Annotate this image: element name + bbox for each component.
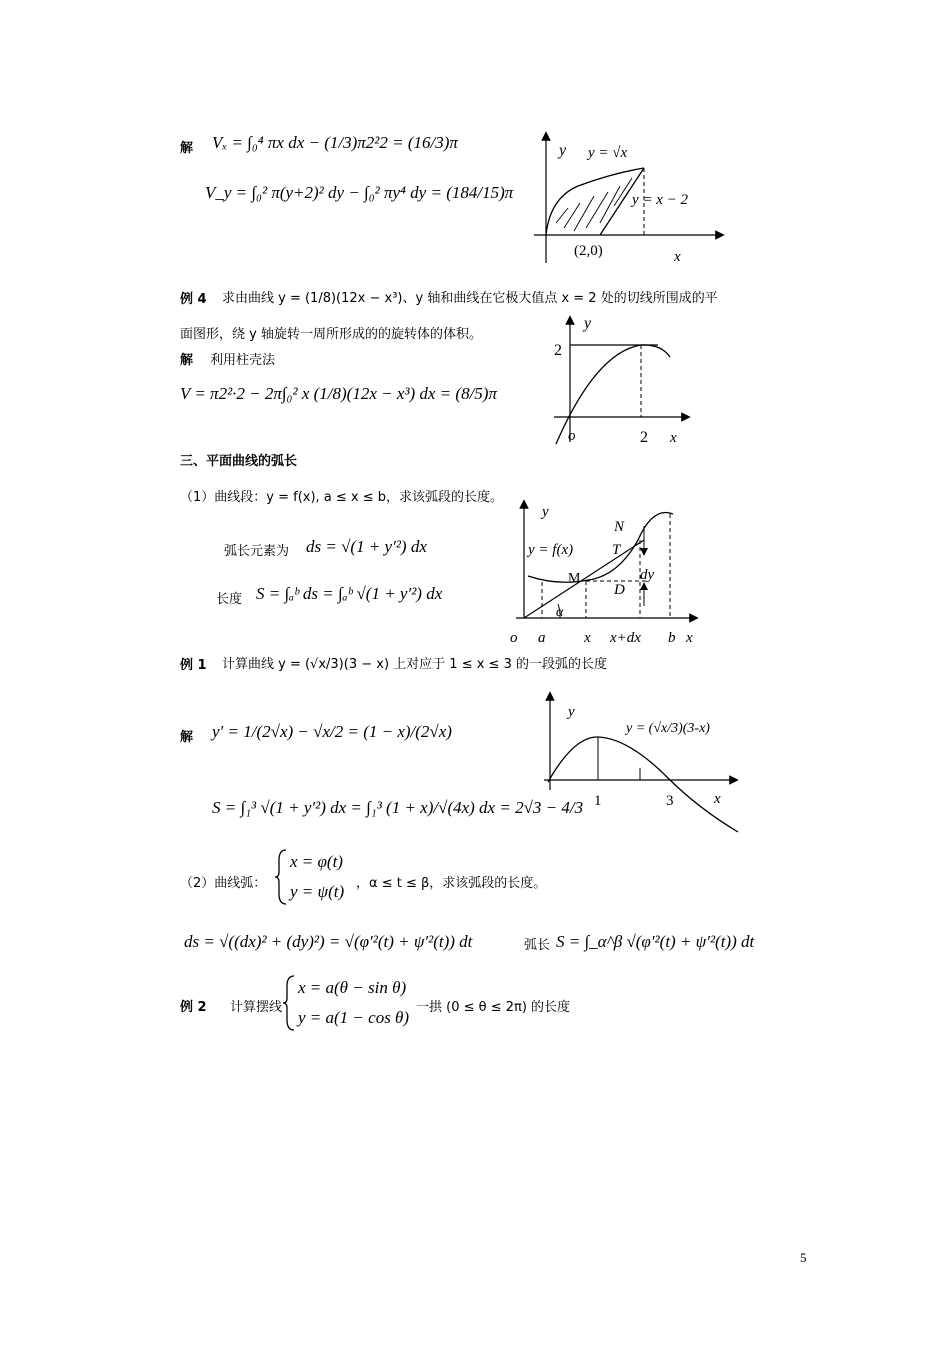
section-title: 三、平面曲线的弧长 <box>180 454 298 469</box>
formula-vy: V_y = ∫₀² π(y+2)² dy − ∫₀² πy⁴ dy = (184/15)π <box>205 183 514 202</box>
solution-label: 解 <box>180 353 194 368</box>
example-label: 例 4 <box>180 292 207 307</box>
origin-label: o <box>510 630 518 646</box>
y-tick: 2 <box>554 342 562 359</box>
curve-label: y = (√x/3)(3-x) <box>626 721 710 736</box>
xdx-label: x+dx <box>610 630 641 646</box>
point-d-label: D <box>614 582 625 598</box>
x-tick-1: 1 <box>594 793 602 809</box>
b-label: b <box>668 630 676 646</box>
formula-S: S = ∫₁³ √(1 + y′²) dx = ∫₁³ (1 + x)/√(4x) dx = 2√3 − 4/3 <box>212 798 584 817</box>
part-heading-post: ，α ≤ t ≤ β，求该弧段的长度。 <box>356 876 547 891</box>
example-text: 计算曲线 y = (√x/3)(3 − x) 上对应于 1 ≤ x ≤ 3 的一段弧的长度 <box>222 657 607 672</box>
x-axis-label: x <box>670 430 677 446</box>
curve-label: y = √x <box>588 145 628 161</box>
x-axis-label: x <box>674 249 681 265</box>
line-label: y = x − 2 <box>632 192 689 208</box>
point-label: (2,0) <box>574 243 603 259</box>
length-label: 长度 <box>216 592 243 607</box>
point-t-label: T <box>612 542 621 558</box>
curve-sqrt <box>546 168 644 235</box>
x-tick: 2 <box>640 429 648 446</box>
a-label: a <box>538 630 546 646</box>
solution-label: 解 <box>180 141 194 156</box>
part-heading: （1）曲线段：y = f(x), a ≤ x ≤ b，求该弧段的长度。 <box>180 490 504 505</box>
origin-label: o <box>568 428 576 444</box>
figure-sqrt-region <box>528 128 728 266</box>
formula-yprime: y′ = 1/(2√x) − √x/2 = (1 − x)/(2√x) <box>212 722 452 741</box>
example-label: 例 2 <box>180 1000 207 1015</box>
example-text: 求由曲线 y = (1/8)(12x − x³)、y 轴和曲线在它极大值点 x = 2 处的切线所围成的平 <box>222 291 718 306</box>
y-axis-label: y <box>559 142 567 159</box>
point-m-label: M <box>568 571 581 586</box>
y-axis-label: y <box>542 504 549 520</box>
part-heading: （2）曲线弧： <box>180 876 267 891</box>
x-tick-3: 3 <box>666 793 674 809</box>
example-text: 计算摆线 <box>230 1000 283 1015</box>
x-axis-label: x <box>686 630 693 646</box>
cycloid-y: y = a(1 − cos θ) <box>298 1008 410 1027</box>
dy-label: dy <box>640 567 655 583</box>
point-n-label: N <box>614 519 625 535</box>
x-axis-label: x <box>714 791 721 807</box>
y-axis-label: y <box>584 315 592 332</box>
figure-arc-element <box>508 498 704 650</box>
example-text-post: 一拱 (0 ≤ θ ≤ 2π) 的长度 <box>416 1000 571 1015</box>
figure-example1 <box>538 690 744 836</box>
element-label: 弧长元素为 <box>224 544 290 559</box>
cycloid-x: x = a(θ − sin θ) <box>298 978 407 997</box>
y-axis-label: y <box>568 704 575 720</box>
example-label: 例 1 <box>180 658 207 673</box>
example-text: 面图形，绕 y 轴旋转一周所形成的的旋转体的体积。 <box>180 327 482 342</box>
curve-example1 <box>548 737 738 832</box>
formula-ds: ds = √(1 + y′²) dx <box>306 537 427 556</box>
method-text: 利用柱壳法 <box>210 353 276 368</box>
left-brace <box>282 974 296 1032</box>
alpha-label: α <box>556 605 564 620</box>
curve-label: y = f(x) <box>528 542 574 558</box>
arc-label: 弧长 <box>524 938 551 953</box>
figure-cubic <box>546 312 696 450</box>
left-brace <box>274 848 288 906</box>
formula-vx: Vₓ = ∫₀⁴ πx dx − (1/3)π2²2 = (16/3)π <box>212 133 458 152</box>
x-tick-label: x <box>584 630 591 646</box>
param-y: y = ψ(t) <box>290 882 345 901</box>
formula-volume: V = π2²·2 − 2π∫₀² x (1/8)(12x − x³) dx = (8/5)π <box>180 384 497 403</box>
param-x: x = φ(t) <box>290 852 343 871</box>
formula-length: S = ∫ₐᵇ ds = ∫ₐᵇ √(1 + y′²) dx <box>256 584 443 603</box>
page-number: 5 <box>800 1250 807 1265</box>
formula-ds-param: ds = √((dx)² + (dy)²) = √(φ′²(t) + ψ′²(t)) dt <box>184 932 473 951</box>
formula-S-param: S = ∫_α^β √(φ′²(t) + ψ′²(t)) dt <box>556 932 755 951</box>
solution-label: 解 <box>180 730 194 745</box>
